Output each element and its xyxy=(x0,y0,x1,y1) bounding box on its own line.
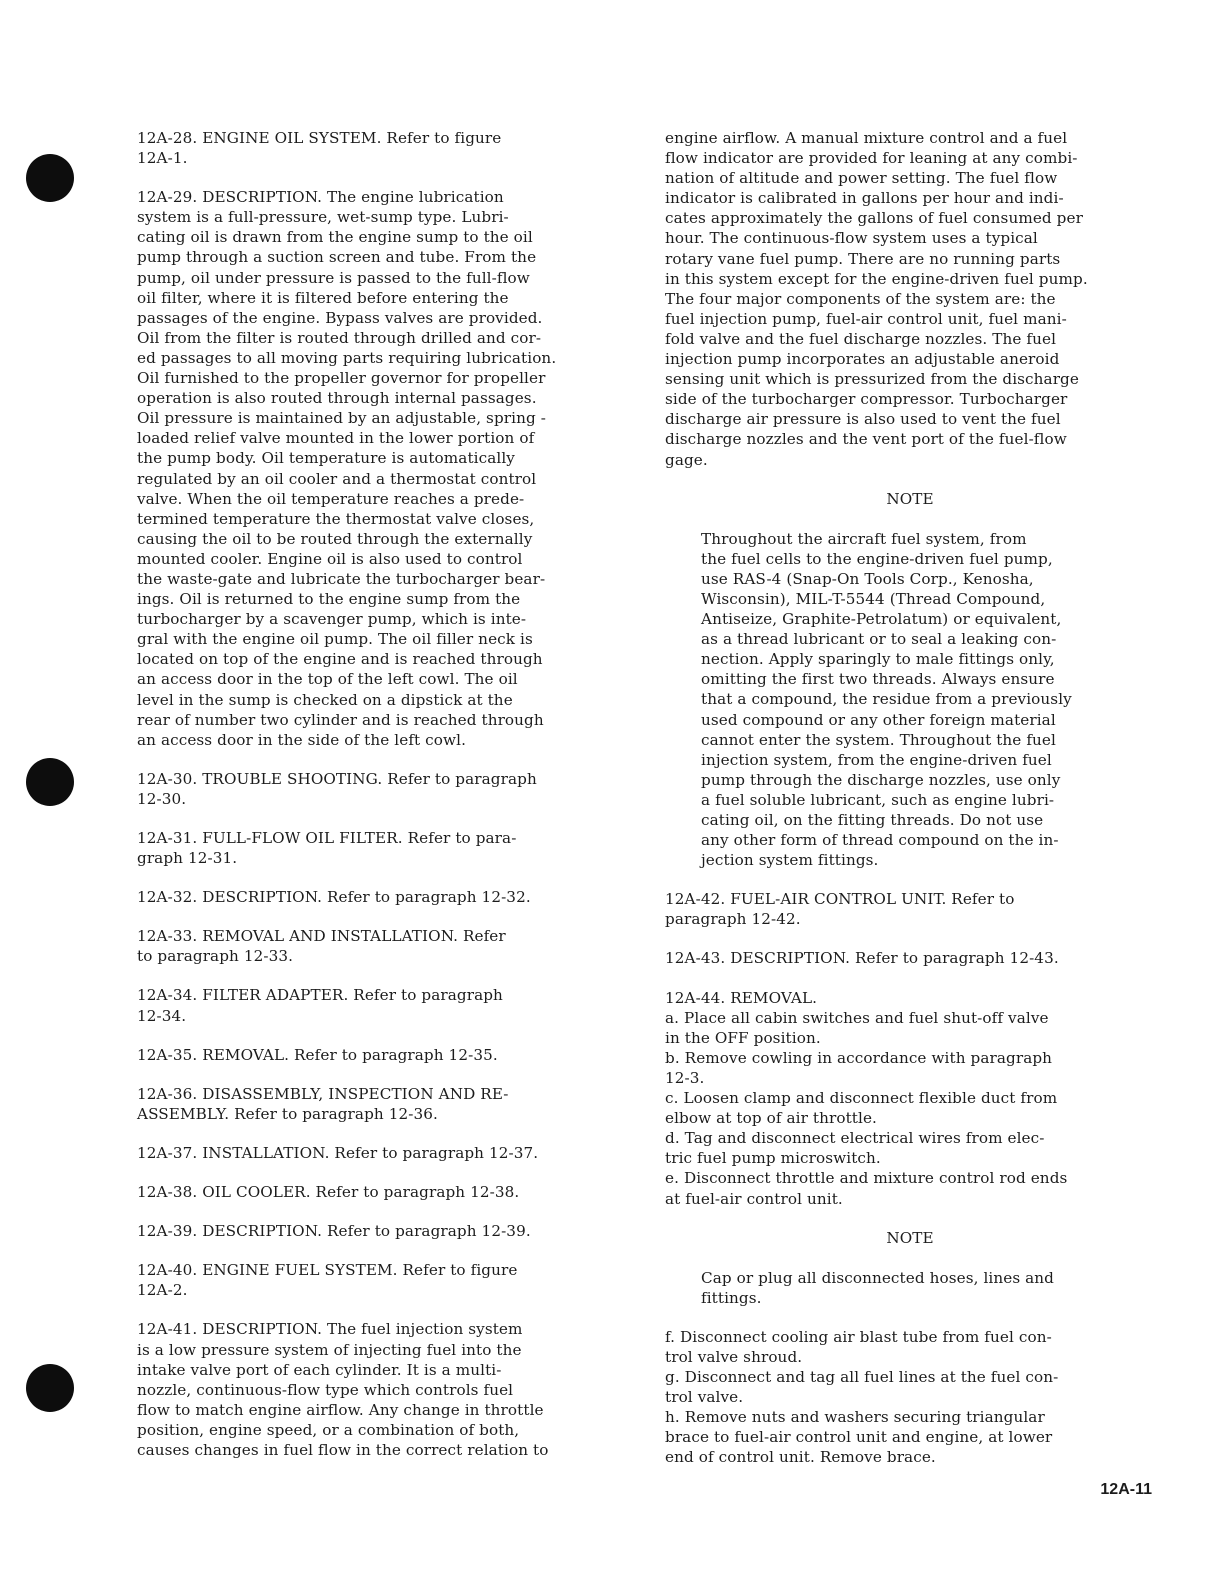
note-heading-2: NOTE xyxy=(886,1228,934,1247)
para-12a-35: 12A-35. REMOVAL. Refer to paragraph 12-35. xyxy=(137,1045,498,1064)
removal-steps-a-e xyxy=(665,1008,1155,1209)
step-h: h. Remove nuts and washers securing triangular brace to fuel-air control unit and engine, at lower end of control unit. Remove brace. xyxy=(665,1408,1053,1467)
para-12a-41-continued: engine airflow. A manual mixture control and a fuel flow indicator are provided for leaning at any combi- nation of altitude and power setting. The fuel flow indicator is calibrated in gallons per hour and indi- cates approximately the gallons of fuel consumed per hour. The continuous-flow system uses a typical rotary vane fuel pump. There are no running parts in this system except for the engine-driven fuel pump. The four major components of the system are: the fuel injection pump, fuel-air control unit, fuel mani- fold valve and the fuel discharge nozzles. The fuel injection pump incorporates an adjustable aneroid sensing unit which is pressurized from the discharge side of the turbocharger compressor. Turbocharger discharge air pressure is also used to vent the fuel discharge nozzles and the vent port of the fuel-flow gage. xyxy=(665,129,1088,469)
para-12a-34: 12A-34. FILTER ADAPTER. Refer to paragraph 12-34. xyxy=(137,986,503,1025)
para-12a-44-heading: 12A-44. REMOVAL. xyxy=(665,988,818,1007)
para-12a-40: 12A-40. ENGINE FUEL SYSTEM. Refer to figure 12A-2. xyxy=(137,1261,518,1300)
para-12a-31: 12A-31. FULL-FLOW OIL FILTER. Refer to para- graph 12-31. xyxy=(137,829,517,868)
step-g: g. Disconnect and tag all fuel lines at the fuel con- trol valve. xyxy=(665,1368,1059,1407)
binder-hole-bottom xyxy=(26,1364,74,1412)
step-f: f. Disconnect cooling air blast tube from fuel con- trol valve shroud. xyxy=(665,1327,1052,1366)
para-12a-36: 12A-36. DISASSEMBLY, INSPECTION AND RE- ASSEMBLY. Refer to paragraph 12-36. xyxy=(137,1084,509,1123)
para-12a-42: 12A-42. FUEL-AIR CONTROL UNIT. Refer to paragraph 12-42. xyxy=(665,890,1015,929)
step-d: d. Tag and disconnect electrical wires from elec- tric fuel pump microswitch. xyxy=(665,1129,1045,1168)
para-12a-37: 12A-37. INSTALLATION. Refer to paragraph 12-37. xyxy=(137,1143,539,1162)
note-thread-lubricant: Throughout the aircraft fuel system, from the fuel cells to the engine-driven fuel pump, use RAS-4 (Snap-On Tools Corp., Kenosha, Wisconsin), MIL-T-5544 (Thread Compound, Antiseize, Graphite-Petrolatum) or equivalent, as a thread lubricant or to seal a leaking con- nection. Apply sparingly to male fittings only, omitting the first two threads. Always ensure that a compound, the residue from a previously used compound or any other foreign material cannot enter the system. Throughout the fuel injection system, from the engine-driven fuel pump through the discharge nozzles, use only a fuel soluble lubricant, such as engine lubri- cating oil, on the fitting threads. Do not use any other form of thread compound on the in- jection system fittings. xyxy=(701,529,1072,870)
para-12a-39: 12A-39. DESCRIPTION. Refer to paragraph 12-39. xyxy=(137,1222,531,1241)
para-12a-30: 12A-30. TROUBLE SHOOTING. Refer to paragraph 12-30. xyxy=(137,769,537,808)
para-12a-28: 12A-28. ENGINE OIL SYSTEM. Refer to figure 12A-1. xyxy=(137,129,502,168)
binder-hole-top xyxy=(26,154,74,202)
note-cap-plug: Cap or plug all disconnected hoses, lines and fittings. xyxy=(701,1268,1055,1307)
step-a: a. Place all cabin switches and fuel shut-off valve in the OFF position. xyxy=(665,1008,1049,1047)
page-number: 12A-11 xyxy=(1100,1481,1152,1498)
para-12a-41: 12A-41. DESCRIPTION. The fuel injection system is a low pressure system of injecting fuel into the intake valve port of each cylinder. It is a multi- nozzle, continuous-flow type which controls fuel flow to match engine airflow. Any change in throttle position, engine speed, or a combination of both, causes changes in fuel flow in the correct relation to xyxy=(137,1320,549,1459)
step-e: e. Disconnect throttle and mixture control rod ends at fuel-air control unit. xyxy=(665,1169,1068,1208)
left-column xyxy=(137,128,615,1460)
para-12a-33: 12A-33. REMOVAL AND INSTALLATION. Refer to paragraph 12-33. xyxy=(137,927,506,966)
note-heading: NOTE xyxy=(886,489,934,508)
para-12a-32: 12A-32. DESCRIPTION. Refer to paragraph 12-32. xyxy=(137,888,531,907)
step-c: c. Loosen clamp and disconnect flexible duct from elbow at top of air throttle. xyxy=(665,1089,1058,1128)
step-b: b. Remove cowling in accordance with paragraph 12-3. xyxy=(665,1048,1053,1087)
para-12a-38: 12A-38. OIL COOLER. Refer to paragraph 12-38. xyxy=(137,1183,520,1202)
removal-steps-f-h xyxy=(665,1327,1155,1468)
binder-hole-middle xyxy=(26,758,74,806)
para-12a-29: 12A-29. DESCRIPTION. The engine lubrication system is a full-pressure, wet-sump type. Lubri- cating oil is drawn from the engine sump to the oil pump through a suction screen and tube. From the pump, oil under pressure is passed to the full-flow oil filter, where it is filtered before entering the passages of the engine. Bypass valves are provided. Oil from the filter is routed through drilled and cor- ed passages to all moving parts requiring lubrication. Oil furnished to the propeller governor for propeller operation is also routed through internal passages. Oil pressure is maintained by an adjustable, spring - loaded relief valve mounted in the lower portion of the pump body. Oil temperature is automatically regulated by an oil cooler and a thermostat control valve. When the oil temperature reaches a prede- termined temperature the thermostat valve closes, causing the oil to be routed through the externally mounted cooler. Engine oil is also used to control the waste-gate and lubricate the turbocharger bear- ings. Oil is returned to the engine sump from the turbocharger by a scavenger pump, which is inte- gral with the engine oil pump. The oil filler neck is located on top of the engine and is reached through an access door in the top of the left cowl. The oil level in the sump is checked on a dipstick at the rear of number two cylinder and is reached through an access door in the side of the left cowl. xyxy=(137,188,557,749)
right-column xyxy=(665,128,1155,1468)
para-12a-43: 12A-43. DESCRIPTION. Refer to paragraph 12-43. xyxy=(665,949,1059,968)
